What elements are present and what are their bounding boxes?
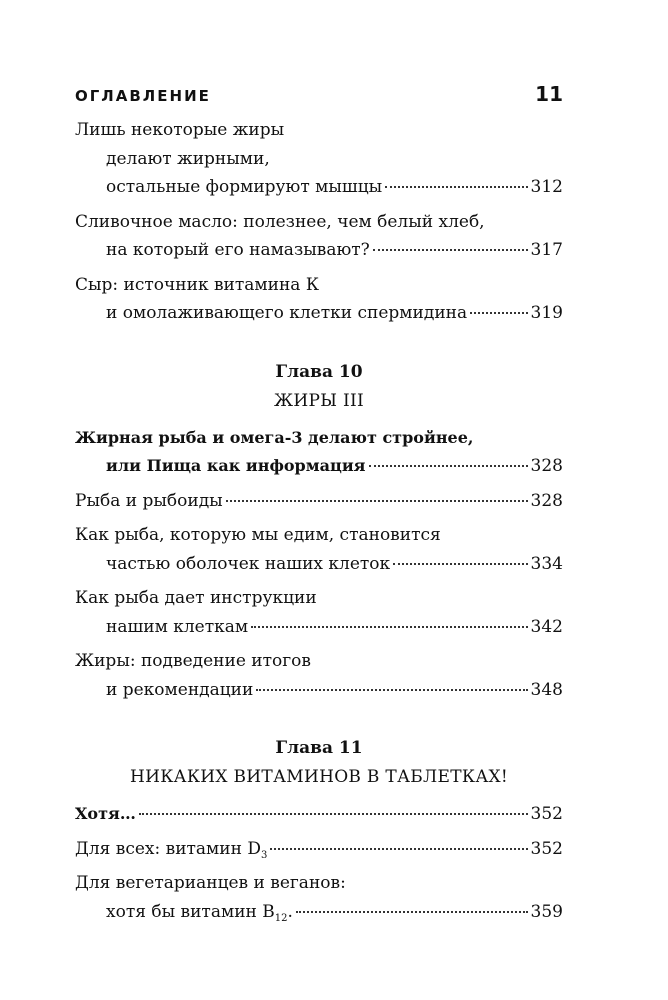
toc-entry-line: Жирная рыба и омега-3 делают стройнее,: [75, 427, 474, 447]
toc-entry[interactable]: [75, 800, 563, 829]
chapter-heading: [75, 734, 563, 792]
dot-leader: [251, 609, 527, 628]
toc-entry-leader-line: [75, 676, 563, 705]
dot-leader: [139, 796, 528, 815]
toc-entry[interactable]: [75, 208, 563, 265]
toc-page-number: 334: [530, 553, 563, 574]
toc-entry-line: Для всех: витамин D: [75, 838, 261, 859]
toc-entry-line: Для вегетарианцев и веганов:: [75, 873, 346, 893]
toc-page-number: 317: [530, 240, 563, 260]
toc-entry[interactable]: [75, 835, 563, 864]
toc-page-number: 312: [530, 177, 563, 197]
toc-entry-line: частью оболочек наших клеток: [106, 553, 391, 574]
toc-entry-line: на который его намазывают?: [106, 240, 370, 260]
running-head-title: ОГЛАВЛЕНИЕ: [75, 87, 211, 105]
subscript: 3: [260, 849, 268, 861]
toc-entry-leader-line: [75, 613, 563, 642]
toc-entry[interactable]: [75, 869, 563, 926]
toc-entry-line: и рекомендации: [106, 679, 254, 700]
toc-entry-line: и омолаживающего клетки спермидина: [106, 303, 468, 323]
toc-page-number: 328: [530, 456, 563, 476]
toc-entry-line: остальные формируют мышцы: [106, 177, 383, 197]
toc-entry-leader-line: [75, 835, 563, 864]
dot-leader: [373, 232, 528, 251]
toc-entry[interactable]: [75, 584, 563, 641]
dot-leader: [256, 672, 527, 691]
dot-leader: [385, 169, 527, 188]
toc-entry-line: Жиры: подведение итогов: [75, 651, 311, 671]
toc-entry-line: Как рыба, которую мы едим, становится: [75, 525, 441, 545]
toc-entry-leader-line: [75, 452, 563, 481]
toc-page-number: 319: [530, 303, 563, 323]
dot-leader: [369, 448, 528, 467]
toc-page-number: 352: [530, 838, 563, 859]
toc-entry-line: Как рыба дает инструкции: [75, 588, 317, 608]
toc-entry-leader-line: [75, 800, 563, 829]
toc-page-number: 348: [530, 679, 563, 700]
toc-entry-line: Сыр: источник витамина К: [75, 274, 319, 295]
dot-leader: [270, 831, 527, 850]
toc-entry[interactable]: [75, 521, 563, 578]
toc-entry-line: Лишь некоторые жиры: [75, 120, 285, 140]
chapter-title: НИКАКИХ ВИТАМИНОВ В ТАБЛЕТКАХ!: [129, 767, 509, 787]
toc-entry[interactable]: [75, 424, 563, 481]
chapter-number: Глава 10: [275, 361, 363, 382]
toc-page-number: 342: [530, 616, 563, 637]
toc-page-number: 352: [530, 804, 563, 824]
toc-page-number: 328: [530, 490, 563, 511]
toc-entry-leader-line: [75, 299, 563, 328]
toc-entry-leader-line: [75, 550, 563, 579]
subscript: 12: [274, 912, 288, 924]
table-of-contents: [75, 116, 563, 932]
toc-entry-line: или Пища как информация: [106, 456, 366, 475]
toc-entry-line: Сливочное масло: полезнее, чем белый хлеб,: [75, 211, 485, 232]
toc-entry-line: Хотя…: [75, 804, 136, 823]
toc-entry[interactable]: [75, 487, 563, 516]
chapter-number: Глава 11: [275, 738, 363, 758]
dot-leader: [470, 295, 527, 314]
toc-entry[interactable]: [75, 271, 563, 328]
toc-entry-line: нашим клеткам: [106, 616, 249, 637]
toc-entry-tail: .: [287, 901, 293, 922]
toc-entry-text: [75, 835, 267, 864]
dot-leader: [226, 483, 528, 502]
toc-entry-line: хотя бы витамин B: [106, 901, 275, 922]
toc-page-number: 359: [530, 901, 563, 922]
toc-entry-leader-line: [75, 236, 563, 265]
toc-entry-leader-line: [75, 898, 563, 927]
chapter-heading: [75, 358, 563, 416]
toc-entry[interactable]: [75, 116, 563, 202]
running-head: [75, 82, 563, 106]
toc-entry-line: делают жирными,: [106, 148, 270, 169]
toc-entry[interactable]: [75, 647, 563, 704]
chapter-title: ЖИРЫ III: [273, 390, 365, 411]
toc-entry-leader-line: [75, 173, 563, 202]
toc-entry-text: [106, 898, 293, 927]
toc-entry-line: Рыба и рыбоиды: [75, 490, 223, 511]
dot-leader: [393, 546, 527, 565]
toc-entry-leader-line: [75, 487, 563, 516]
page-number: 11: [535, 82, 563, 106]
dot-leader: [296, 894, 528, 913]
